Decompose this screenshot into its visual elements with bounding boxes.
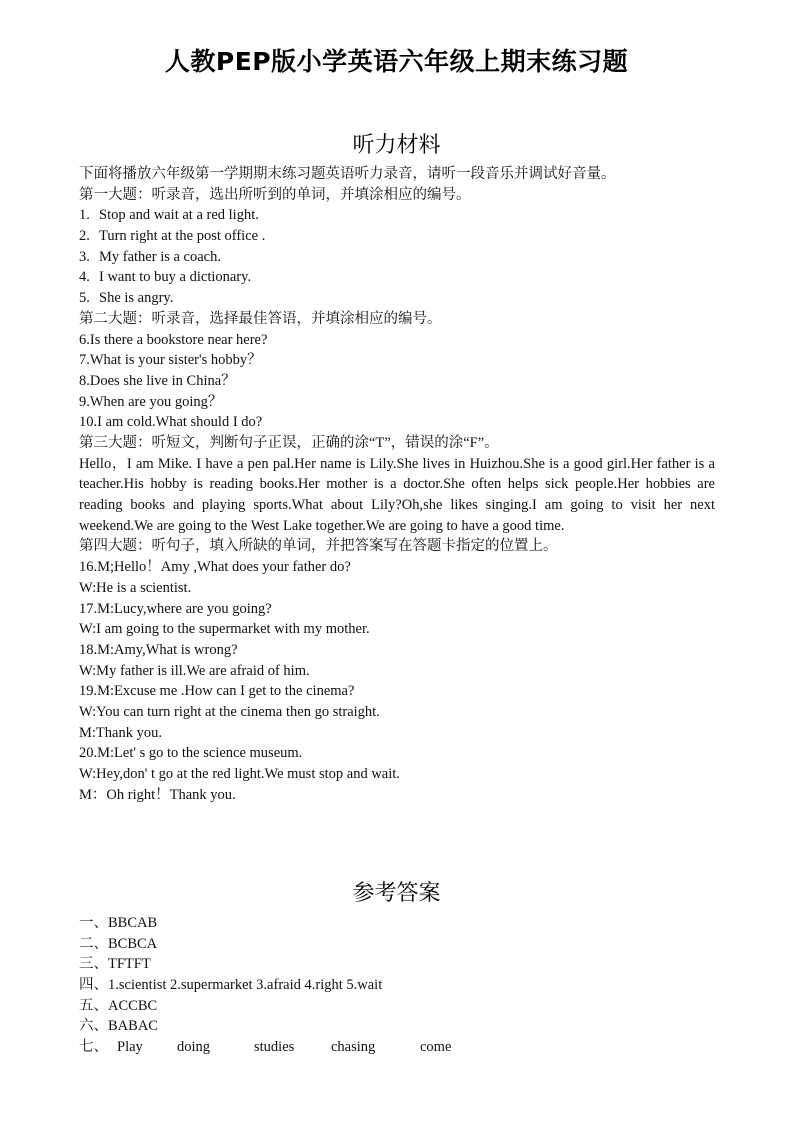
part2-instruction: 第二大题：听录音，选择最佳答语，并填涂相应的编号。 — [79, 310, 442, 327]
answer-line: 三、TFTFT — [79, 956, 151, 973]
answer-line — [79, 1037, 715, 1058]
item-number: 3. — [79, 248, 90, 265]
answer-label: 七、 — [79, 1039, 108, 1056]
listening-intro: 下面将播放六年级第一学期期末练习题英语听力录音，请听一段音乐并调试好音量。 — [79, 166, 616, 182]
list-item — [79, 288, 715, 309]
listening-heading: 听力材料 — [352, 133, 441, 158]
item-number: 1. — [79, 207, 90, 224]
item-number: 2. — [79, 228, 90, 245]
answer-word: studies — [254, 1039, 295, 1056]
part1-instruction: 第一大题：听录音，选出所听到的单词，并填涂相应的编号。 — [79, 186, 471, 203]
item-number: 5. — [79, 290, 90, 307]
answer-line: 二、BCBCA — [79, 935, 158, 952]
answer-word: doing — [177, 1039, 211, 1056]
item-text: I want to buy a dictionary. — [99, 269, 252, 286]
answer-line: 六、BABAC — [79, 1018, 158, 1035]
answer-line: 一、BBCAB — [79, 915, 158, 931]
answers-content — [79, 913, 715, 1058]
dialogue-line: M：Oh right！Thank you. — [79, 786, 236, 803]
document-title: 人教PEP版小学英语六年级上期末练习题 — [164, 47, 629, 76]
item-text: She is angry. — [99, 290, 174, 307]
dialogue-line: W:I am going to the supermarket with my mother. — [79, 621, 370, 638]
answer-line: 五、ACCBC — [79, 997, 158, 1014]
dialogue-line: 17.M:Lucy,where are you going? — [79, 600, 272, 617]
list-item — [79, 267, 715, 288]
dialogue-line: W:You can turn right at the cinema then go straight. — [79, 703, 380, 720]
part3-instruction: 第三大题：听短文，判断句子正误，正确的涂“T”，错误的涂“F”。 — [79, 434, 499, 451]
item-text: Stop and wait at a red light. — [99, 207, 259, 224]
item-text: My father is a coach. — [99, 248, 221, 265]
answer-line: 四、1.scientist 2.supermarket 3.afraid 4.right 5.wait — [79, 977, 383, 994]
answer-word: come — [420, 1039, 452, 1056]
list-item: 10.I am cold.What should I do? — [79, 414, 263, 431]
dialogue-line: 19.M:Excuse me .How can I get to the cinema? — [79, 683, 355, 700]
list-item: 6.Is there a bookstore near here? — [79, 331, 268, 348]
listening-content — [79, 164, 715, 805]
item-number: 4. — [79, 269, 90, 286]
list-item: 9.When are you going？ — [79, 393, 223, 410]
dialogue-line: 16.M;Hello！Amy ,What does your father do? — [79, 559, 351, 576]
list-item — [79, 247, 715, 268]
list-item: 7.What is your sister's hobby？ — [79, 352, 262, 369]
answer-word: chasing — [331, 1039, 376, 1056]
dialogue-line: W:He is a scientist. — [79, 579, 192, 596]
dialogue-line: W:Hey,don' t go at the red light.We must stop and wait. — [79, 766, 400, 782]
answer-word: Play — [117, 1039, 143, 1056]
list-item: 8.Does she live in China？ — [79, 372, 236, 389]
item-text: Turn right at the post office . — [99, 228, 266, 245]
dialogue-line: 18.M:Amy,What is wrong? — [79, 641, 238, 658]
part3-passage: Hello，I am Mike. I have a pen pal.Her name is Lily.She lives in Huizhou.She is a good girl.Her father is a teacher.His hobby is reading books.Her mother is a doctor.She often helps sick people.Her hobbies are reading books and playing sports.What about Lily?Oh,she likes singing.I am going to visit her next weekend.We are going to the West Lake together.We are going to have a good time. — [79, 455, 715, 534]
answers-heading: 参考答案 — [352, 881, 441, 906]
dialogue-line: 20.M:Let' s go to the science museum. — [79, 745, 303, 762]
dialogue-line: M:Thank you. — [79, 724, 162, 741]
dialogue-line: W:My father is ill.We are afraid of him. — [79, 662, 310, 679]
list-item — [79, 226, 715, 247]
list-item — [79, 205, 715, 226]
part4-instruction: 第四大题：听句子，填入所缺的单词，并把答案写在答题卡指定的位置上。 — [79, 538, 558, 555]
